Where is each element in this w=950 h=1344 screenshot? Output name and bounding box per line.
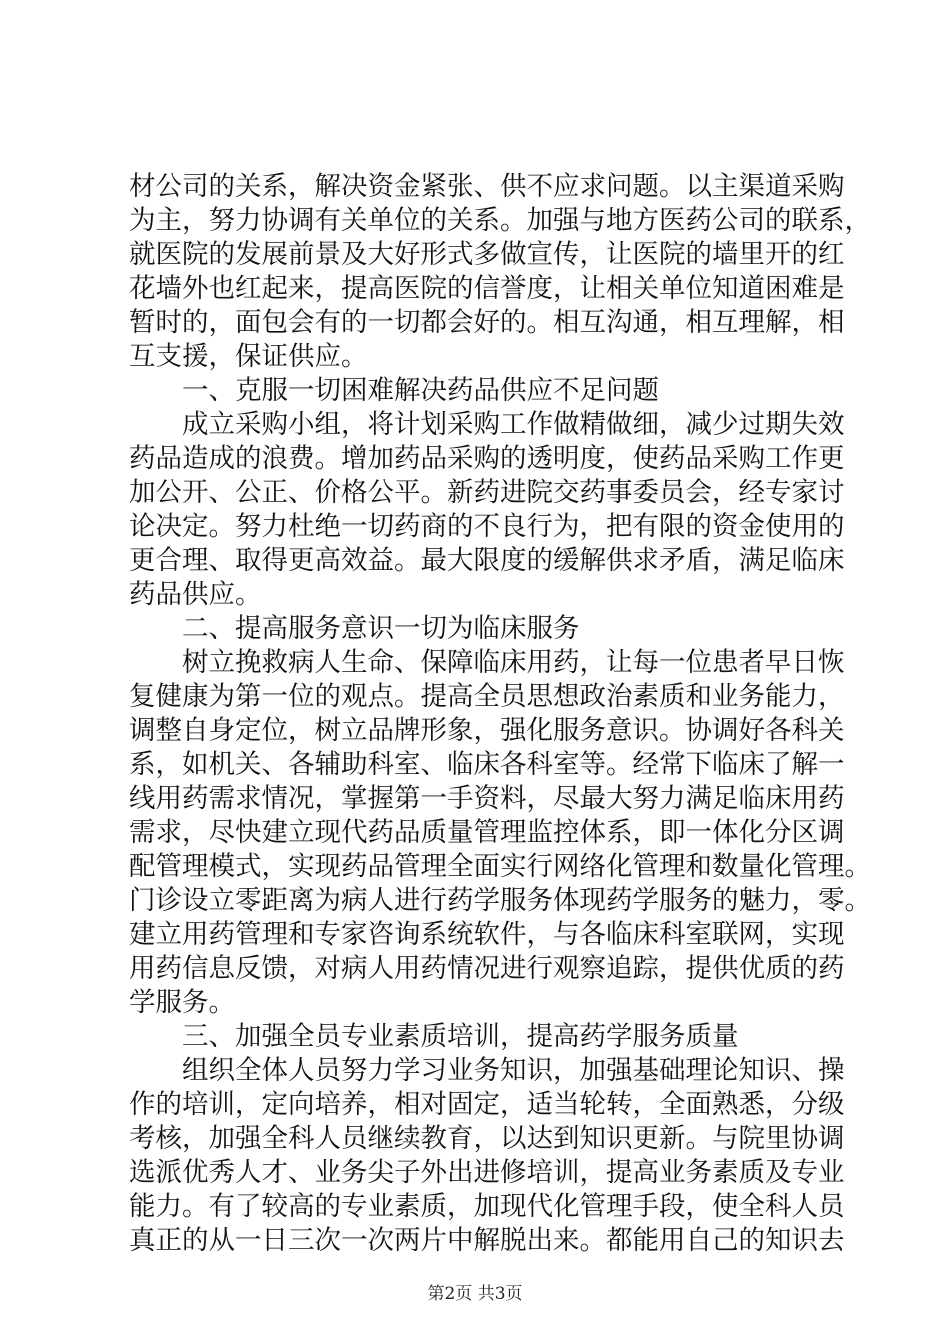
text-line: 配管理模式，实现药品管理全面实行网络化管理和数量化管理。	[129, 851, 871, 882]
text-line: 论决定。努力杜绝一切药商的不良行为，把有限的资金使用的	[129, 511, 845, 542]
text-line: 需求，尽快建立现代药品质量管理监控体系，即一体化分区调	[129, 817, 845, 848]
text-line: 加公开、公正、价格公平。新药进院交药事委员会，经专家讨	[129, 477, 845, 508]
text-line: 就医院的发展前景及大好形式多做宣传，让医院的墙里开的红	[129, 239, 845, 270]
section-heading: 二、提高服务意识一切为临床服务	[182, 613, 580, 644]
text-line: 真正的从一日三次一次两片中解脱出来。都能用自己的知识去	[129, 1225, 845, 1256]
text-line: 选派优秀人才、业务尖子外出进修培训，提高业务素质及专业	[129, 1157, 845, 1188]
text-line: 考核，加强全科人员继续教育，以达到知识更新。与院里协调	[129, 1123, 845, 1154]
text-line: 调整自身定位，树立品牌形象，强化服务意识。协调好各科关	[129, 715, 845, 746]
document-body	[129, 170, 871, 1258]
text-line: 花墙外也红起来，提高医院的信誉度，让相关单位知道困难是	[129, 273, 845, 304]
text-line: 系，如机关、各辅助科室、临床各科室等。经常下临床了解一	[129, 749, 845, 780]
text-line: 线用药需求情况，掌握第一手资料，尽最大努力满足临床用药	[129, 783, 845, 814]
section-heading: 三、加强全员专业素质培训，提高药学服务质量	[182, 1021, 739, 1052]
text-line: 用药信息反馈，对病人用药情况进行观察追踪，提供优质的药	[129, 953, 845, 984]
text-line: 作的培训，定向培养，相对固定，适当轮转，全面熟悉，分级	[129, 1089, 845, 1120]
text-line: 组织全体人员努力学习业务知识，加强基础理论知识、操	[182, 1055, 845, 1086]
text-line: 药品供应。	[129, 579, 262, 610]
text-line: 成立采购小组，将计划采购工作做精做细，减少过期失效	[182, 409, 845, 440]
text-line: 门诊设立零距离为病人进行药学服务体现药学服务的魅力，零。	[129, 885, 871, 916]
text-line: 互支援，保证供应。	[129, 341, 368, 372]
text-line: 药品造成的浪费。增加药品采购的透明度，使药品采购工作更	[129, 443, 845, 474]
page-number-footer: 第2页 共3页	[427, 1284, 523, 1304]
text-line: 学服务。	[129, 987, 235, 1018]
text-line: 更合理、取得更高效益。最大限度的缓解供求矛盾，满足临床	[129, 545, 845, 576]
section-heading: 一、克服一切困难解决药品供应不足问题	[182, 375, 659, 406]
text-line: 材公司的关系，解决资金紧张、供不应求问题。以主渠道采购	[129, 171, 845, 202]
text-line: 建立用药管理和专家咨询系统软件，与各临床科室联网，实现	[129, 919, 845, 950]
text-line: 暂时的，面包会有的一切都会好的。相互沟通，相互理解，相	[129, 307, 845, 338]
text-line: 为主，努力协调有关单位的关系。加强与地方医药公司的联系，	[129, 205, 871, 236]
text-line: 复健康为第一位的观点。提高全员思想政治素质和业务能力，	[129, 681, 845, 712]
text-line: 能力。有了较高的专业素质，加现代化管理手段，使全科人员	[129, 1191, 845, 1222]
text-line: 树立挽救病人生命、保障临床用药，让每一位患者早日恢	[182, 647, 845, 678]
